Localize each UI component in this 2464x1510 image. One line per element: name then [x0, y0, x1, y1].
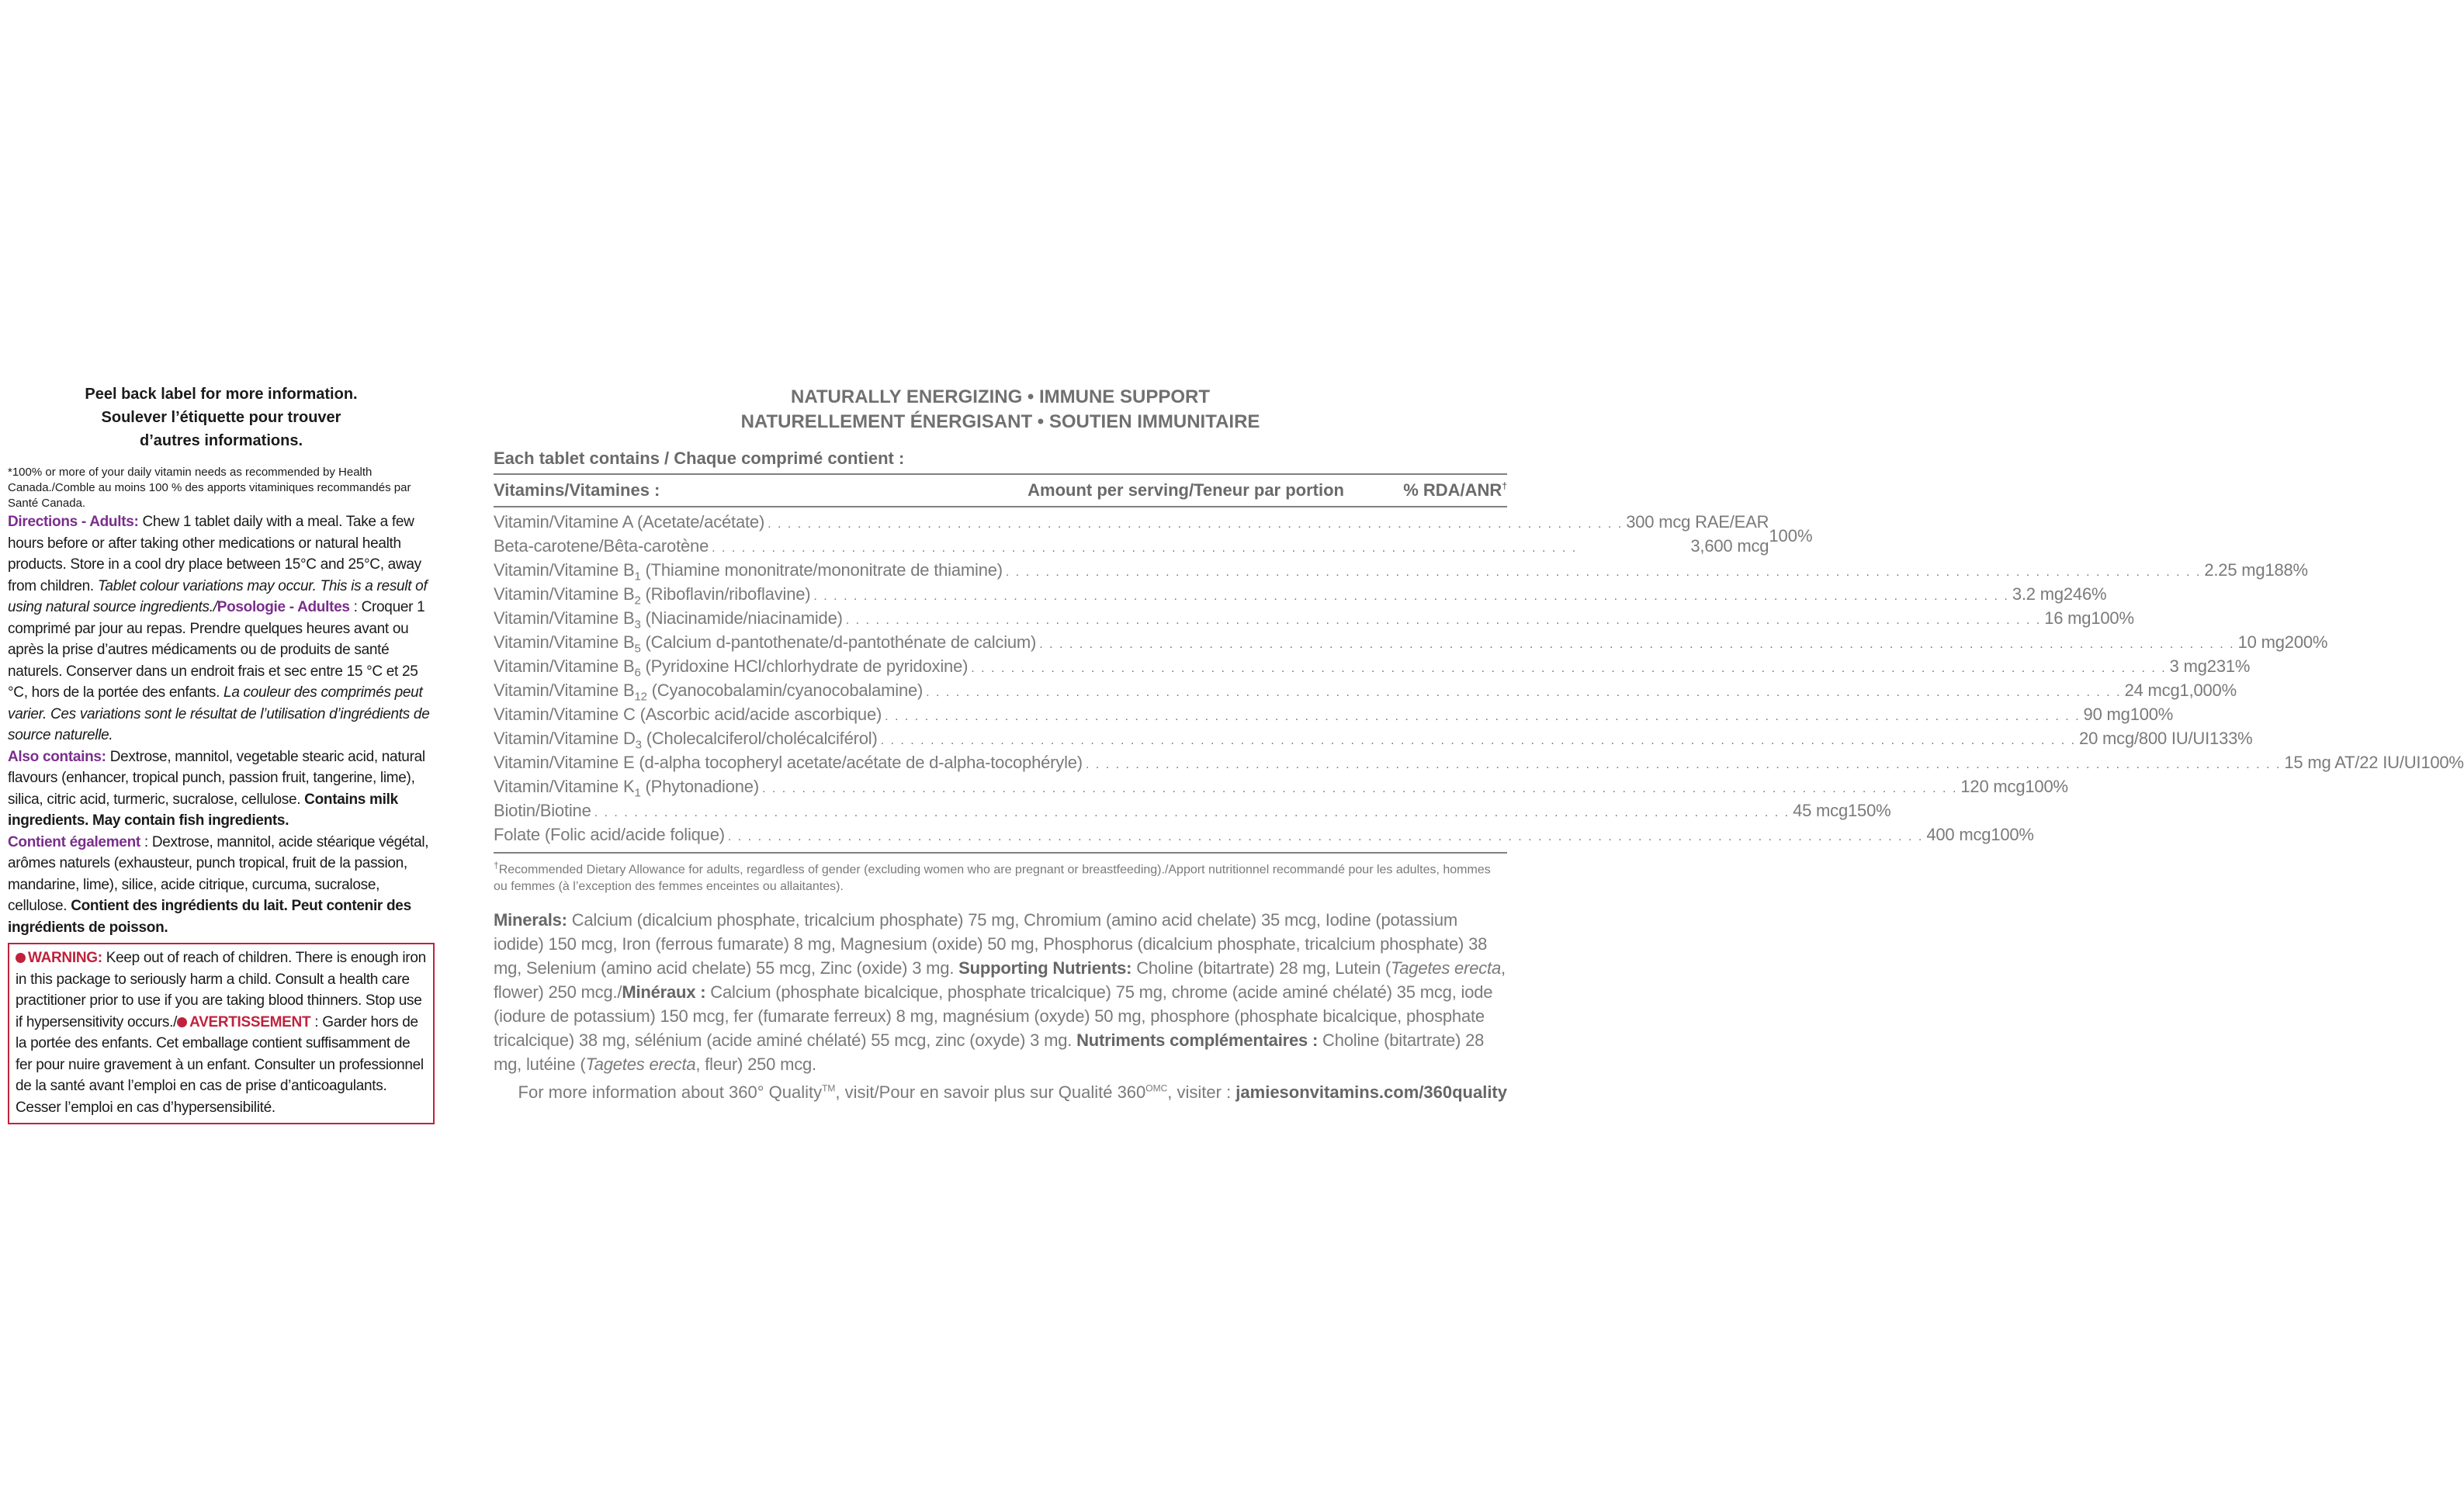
warning-dot-icon [16, 953, 26, 963]
row-label [494, 825, 725, 845]
rda-footnote [494, 857, 1507, 895]
supporting-label: Supporting Nutrients: [958, 958, 1132, 978]
row-amount: 10 mg [2237, 632, 2285, 652]
row-label-subscript: 6 [634, 666, 641, 680]
row-percent: 100% [2025, 777, 2068, 796]
leader-dots: . . . . . . . . . . . . . . . . . . . . . . . . . . . . . . . . . . . . . . . . . . . . . . . . . . . . . . . . . . . . . . . . . . . . . . . . . . . . . . . . . . . . . . [768, 518, 1624, 531]
row-percent: 246% [2063, 584, 2107, 604]
vitamin-table [494, 507, 2464, 854]
row-label-text: Folate (Folic acid/acide folique) [494, 825, 725, 844]
row-label-text: Vitamin/Vitamine B [494, 608, 635, 628]
more-text-3: , visiter : [1167, 1082, 1236, 1103]
warning-box [8, 943, 435, 1124]
daily-needs-note: *100% or more of your daily vitamin needs as recommended by Health Canada./Comble au moins 100 % des apports vitaminiques recommandés par Santé Canada. [8, 466, 411, 510]
posologie-label: Posologie - Adultes [217, 599, 350, 615]
col-rda [1344, 480, 1507, 500]
row-label [494, 777, 759, 799]
row-label-text: Vitamin/Vitamine B [494, 584, 635, 604]
row-percent: 150% [1848, 801, 1891, 820]
row-label-text: Biotin/Biotine [494, 801, 591, 820]
more-info-line [494, 1082, 1507, 1103]
contient-section [8, 832, 435, 939]
warning-text: Keep out of reach of children. There is enough iron in this package to seriously harm a child. Consult a health care practitioner prior to use if you are taking blood thinners. Stop use if hypersensitivity occurs./ [16, 950, 426, 1030]
tagetes-en: Tagetes erecta [1391, 958, 1501, 978]
row-label [494, 632, 1036, 655]
row-label-text: Vitamin/Vitamine K [494, 777, 635, 796]
peel-line-3: d’autres informations. [139, 432, 303, 449]
footnote-text: Recommended Dietary Allowance for adults, regardless of gender (excluding women who are pregnant or breastfeeding)./Apport nutritionnel recommandé pour les adultes, hommes ou femmes (à l’exception des femmes enceintes ou allaitantes). [494, 863, 1491, 894]
also-contains-text: Dextrose, mannitol, vegetable stearic acid, natural flavours (enhancer, tropical punch, passion fruit, tangerine, lime), silica, citric acid, turmeric, sucralose, cellulose. [8, 748, 425, 808]
leader-dots: . . . . . . . . . . . . . . . . . . . . . . . . . . . . . . . . . . . . . . . . . . . . . . . . . . . . . . . . . . . . . . . . . . . . . . . . . . . . . . . . . . . . . . . . . . . . . . . . . . . . . . . . . . . . . . . . . . . . . . . . [885, 710, 2081, 723]
also-contains-label: Also contains: [8, 748, 106, 765]
mineraux-text: Calcium (phosphate bicalcique, phosphate tricalcique) 75 mg, chrome (acide aminé chélaté) 35 mcg, iode (iodure de potassium) 150 mcg, fer (fumarate ferreux) 8 mg, magnésium (oxyde) 50 mg, phosphore (phosphate bicalcique, phosphate tricalcique) 38 mg, sélénium (acide aminé chélaté) 55 mcg, zinc (oxyde) 3 mg. [494, 982, 1493, 1051]
tagline-fr: NATURELLEMENT ÉNERGISANT • SOUTIEN IMMUNITAIRE [740, 411, 1260, 432]
row-amount: 3 mg [2169, 656, 2207, 676]
row-percent: 1,000% [2179, 681, 2237, 700]
nutriments-text: Choline (bitartrate) 28 mg, lutéine ( [494, 1030, 1485, 1075]
row-label-text: (Cholecalciferol/cholécalciférol) [641, 729, 878, 748]
row-label-text: Vitamin/Vitamine B [494, 632, 635, 652]
more-text: For more information about 360° Quality [518, 1082, 823, 1103]
footnote-mark: † [494, 860, 499, 871]
nutriments-text-2: , fleur) 250 mcg. [695, 1055, 816, 1075]
row-percent: 100% [2421, 753, 2464, 772]
row-percent: 200% [2284, 632, 2328, 652]
row-percent: 100% [2130, 705, 2174, 724]
row-label [494, 681, 923, 703]
row-percent: 100% [2091, 608, 2134, 628]
minerals-section [494, 908, 1507, 1076]
row-label-text: (Cyanocobalamin/cyanocobalamine) [646, 681, 924, 700]
peel-notice [8, 383, 435, 452]
allergen-statement-en: Contains milk ingredients. May contain fish ingredients. [8, 791, 398, 829]
leader-dots: . . . . . . . . . . . . . . . . . . . . . . . . . . . . . . . . . . . . . . . . . . . . . . . . . . . . . . . . . . . . . . . . . . . . . . . . . . . . . . . . . . . . . . . [712, 542, 1578, 555]
row-label-text: (Phytonadione) [640, 777, 759, 796]
table-row [494, 729, 2253, 753]
row-amount: 300 mcg RAE/EAR [1626, 512, 1769, 532]
left-panel [8, 383, 435, 1124]
table-row [494, 777, 2068, 801]
table-row [494, 656, 2251, 681]
website-link[interactable]: jamiesonvitamins.com/360quality [1235, 1082, 1507, 1103]
table-row-vitamin-a [494, 512, 1813, 560]
directions-section [8, 511, 435, 746]
row-label-text: Vitamin/Vitamine B [494, 656, 635, 676]
supporting-text-2: , flower) 250 mcg./ [494, 958, 1506, 1003]
row-amount: 120 mcg [1960, 777, 2026, 796]
row-percent: 188% [2265, 560, 2308, 580]
table-row [494, 512, 1769, 536]
row-amount: 24 mcg [2124, 681, 2180, 700]
omc-mark: OMC [1145, 1083, 1168, 1094]
col-rda-mark: † [1502, 480, 1507, 492]
table-row [494, 536, 1769, 560]
row-label [494, 560, 1003, 583]
leader-dots: . . . . . . . . . . . . . . . . . . . . . . . . . . . . . . . . . . . . . . . . . . . . . . . . . . . . . . . . . . . . . . . . . . . . . . . . . . . . . . . . . . . . . . . . . . . . . . . . . . . . . . . . . . . . . . . . . . . . . . . . [594, 806, 1790, 819]
row-label-subscript: 1 [634, 570, 641, 584]
vitamin-rows [494, 560, 2464, 849]
row-amount: 2.25 mg [2204, 560, 2265, 580]
col-vitamins: Vitamins/Vitamines : [494, 480, 660, 500]
leader-dots: . . . . . . . . . . . . . . . . . . . . . . . . . . . . . . . . . . . . . . . . . . . . . . . . . . . . . . . . . . . . . . . . . . . . . . . . . . . . . . . . . . . . . . . . . . . . . . . . . . . . . . . . . . . . . . . . . . . . . . . . [1039, 638, 2235, 651]
row-label [494, 705, 882, 725]
row-label-text: Vitamin/Vitamine B [494, 681, 635, 700]
leader-dots: . . . . . . . . . . . . . . . . . . . . . . . . . . . . . . . . . . . . . . . . . . . . . . . . . . . . . . . . . . . . . . . . . . . . . . . . . . . . . . . . . . . . . . . . . . . . . . . . . . . . . . . . . . . . . . . . . . . . . . . . [761, 782, 1958, 795]
leader-dots: . . . . . . . . . . . . . . . . . . . . . . . . . . . . . . . . . . . . . . . . . . . . . . . . . . . . . . . . . . . . . . . . . . . . . . . . . . . . . . . . . . . . . . . . . . . . . . . . . . . . . . . . . . . . . . . . . . . . . . . . [971, 662, 2167, 675]
warning-label: WARNING: [28, 950, 102, 966]
row-label [494, 656, 968, 679]
also-contains-section [8, 746, 435, 832]
row-label-text: (Niacinamide/niacinamide) [640, 608, 843, 628]
row-amount: 3,600 mcg [1690, 536, 1769, 556]
warning-dot-icon [177, 1017, 187, 1027]
nutrition-panel [494, 385, 2464, 1103]
minerals-text: Calcium (dicalcium phosphate, tricalcium phosphate) 75 mg, Chromium (amino acid chelate) 35 mcg, Iodine (potassium iodide) 150 mcg, Iron (ferrous fumarate) 8 mg, Magnesium (oxide) 50 mg, Phosphorus (dicalcium phosphate, tricalcium phosphate) 38 mg, Selenium (amino acid chelate) 55 mcg, Zinc (oxide) 3 mg. [494, 910, 1488, 978]
table-row [494, 825, 2034, 849]
leader-dots: . . . . . . . . . . . . . . . . . . . . . . . . . . . . . . . . . . . . . . . . . . . . . . . . . . . . . . . . . . . . . . . . . . . . . . . . . . . . . . . . . . . . . . . . . . . . . . . . . . . . . . . . . . . . . . . . . . . . . . . . [1085, 758, 2282, 771]
table-row [494, 801, 1891, 825]
row-percent: 100% [1769, 526, 1813, 545]
directions-label: Directions - Adults: [8, 514, 139, 530]
row-label-text: (Calcium d-pantothenate/d-pantothénate de calcium) [640, 632, 1037, 652]
supporting-text: Choline (bitartrate) 28 mg, Lutein ( [1131, 958, 1391, 978]
leader-dots: . . . . . . . . . . . . . . . . . . . . . . . . . . . . . . . . . . . . . . . . . . . . . . . . . . . . . . . . . . . . . . . . . . . . . . . . . . . . . . . . . . . . . . . . . . . . . . . . . . . . . . . . . . . . . . . . . . . . . . . . [845, 614, 2042, 627]
row-percent: 133% [2209, 729, 2253, 748]
row-label-text: Vitamin/Vitamine B [494, 560, 635, 580]
leader-dots: . . . . . . . . . . . . . . . . . . . . . . . . . . . . . . . . . . . . . . . . . . . . . . . . . . . . . . . . . . . . . . . . . . . . . . . . . . . . . . . . . . . . . . . . . . . . . . . . . . . . . . . . . . . . . . . . . . . . . . . . [813, 590, 2009, 603]
leader-dots: . . . . . . . . . . . . . . . . . . . . . . . . . . . . . . . . . . . . . . . . . . . . . . . . . . . . . . . . . . . . . . . . . . . . . . . . . . . . . . . . . . . . . . . . . . . . . . . . . . . . . . . . . . . . . . . . . . . . . . . . [926, 686, 2122, 699]
nutriments-label: Nutriments complémentaires : [1076, 1030, 1319, 1051]
more-text-2: , visit/Pour en savoir plus sur Qualité 360 [835, 1082, 1146, 1103]
row-amount: 16 mg [2044, 608, 2091, 628]
posologie-italic: La couleur des comprimés peut varier. Ces variations sont le résultat de l’utilisation d’ingrédients de source naturelle. [8, 684, 430, 743]
row-label: Beta-carotene/Bêta-carotène [494, 536, 709, 556]
row-label [494, 729, 878, 751]
tagetes-fr: Tagetes erecta [585, 1055, 696, 1075]
leader-dots: . . . . . . . . . . . . . . . . . . . . . . . . . . . . . . . . . . . . . . . . . . . . . . . . . . . . . . . . . . . . . . . . . . . . . . . . . . . . . . . . . . . . . . . . . . . . . . . . . . . . . . . . . . . . . . . . . . . . . . . . [880, 734, 2077, 747]
avertissement-label: AVERTISSEMENT [189, 1013, 311, 1030]
allergen-statement-fr: Contient des ingrédients du lait. Peut contenir des ingrédients de poisson. [8, 898, 411, 936]
contient-label: Contient également [8, 833, 140, 850]
table-row [494, 681, 2237, 705]
row-label-text: Vitamin/Vitamine C (Ascorbic acid/acide ascorbique) [494, 705, 882, 724]
row-label-text: Vitamin/Vitamine E (d-alpha tocopheryl acetate/acétate de d-alpha-tocophéryle) [494, 753, 1083, 772]
leader-dots: . . . . . . . . . . . . . . . . . . . . . . . . . . . . . . . . . . . . . . . . . . . . . . . . . . . . . . . . . . . . . . . . . . . . . . . . . . . . . . . . . . . . . . . . . . . . . . . . . . . . . . . . . . . . . . . . . . . . . . . . [1005, 566, 2202, 579]
row-amount: 3.2 mg [2012, 584, 2064, 604]
table-row [494, 560, 2308, 584]
table-row [494, 632, 2328, 656]
table-row [494, 608, 2134, 632]
mineraux-label: Minéraux : [622, 982, 706, 1003]
table-row [494, 584, 2107, 608]
row-percent: 231% [2206, 656, 2251, 676]
col-amount: Amount per serving/Teneur par portion [1028, 480, 1344, 500]
table-row [494, 705, 2174, 729]
row-label [494, 584, 810, 607]
row-amount: 20 mcg/800 IU/UI [2079, 729, 2210, 748]
row-amount: 90 mg [2083, 705, 2130, 724]
directions-italic: Tablet colour variations may occur. This is a result of using natural source ingredients./ [8, 577, 428, 615]
row-label-subscript: 3 [635, 738, 642, 752]
tm-mark: TM [822, 1083, 836, 1094]
row-percent: 100% [1991, 825, 2034, 844]
row-label-text: (Riboflavin/riboflavine) [640, 584, 811, 604]
table-header [494, 473, 1507, 507]
each-tablet-heading: Each tablet contains / Chaque comprimé contient : [494, 448, 905, 468]
directions-text: Chew 1 tablet daily with a meal. Take a few hours before or after taking other medications or natural health products. Store in a cool dry place between 15°C and 25°C, away from children. [8, 514, 421, 594]
row-amount: 45 mcg [1793, 801, 1849, 820]
minerals-label: Minerals: [494, 910, 567, 930]
row-label [494, 608, 843, 631]
peel-line-1: Peel back label for more information. [85, 386, 358, 403]
table-row [494, 753, 2464, 777]
row-label-subscript: 2 [634, 594, 641, 608]
contient-text: : Dextrose, mannitol, acide stéarique végétal, arômes naturels (exhausteur, punch tropical, fruit de la passion, mandarine, lime), silice, acide citrique, curcuma, sucralose, cellulose. [8, 833, 429, 914]
row-label-subscript: 5 [634, 642, 641, 656]
tagline-en: NATURALLY ENERGIZING • IMMUNE SUPPORT [791, 386, 1210, 407]
peel-line-2: Soulever l’étiquette pour trouver [101, 409, 341, 426]
row-label-subscript: 3 [634, 618, 641, 632]
row-label-subscript: 12 [634, 690, 647, 704]
row-label: Vitamin/Vitamine A (Acetate/acétate) [494, 512, 765, 532]
row-label-subscript: 1 [634, 786, 641, 800]
row-label [494, 801, 591, 821]
col-rda-label: % RDA/ANR [1403, 480, 1502, 500]
row-label-text: Vitamin/Vitamine D [494, 729, 636, 748]
posologie-text: : Croquer 1 comprimé par jour au repas. Prendre quelques heures avant ou après la prise d’autres médicaments ou de produits de santé naturels. Conserver dans un endroit frais et sec entre 15 °C et 25 °C, hors de la portée des enfants. [8, 599, 425, 701]
row-label-text: (Thiamine mononitrate/mononitrate de thiamine) [640, 560, 1003, 580]
row-amount: 400 mcg [1926, 825, 1991, 844]
row-label [494, 753, 1083, 773]
taglines [494, 385, 1507, 435]
avertissement-text: : Garder hors de la portée des enfants. Cet emballage contient suffisamment de fer pour nuire gravement à un enfant. Consulter un professionnel de la santé avant l’emploi en cas de prise d’anticoagulants. Cesser l’emploi en cas d’hypersensibilité. [16, 1013, 424, 1116]
leader-dots: . . . . . . . . . . . . . . . . . . . . . . . . . . . . . . . . . . . . . . . . . . . . . . . . . . . . . . . . . . . . . . . . . . . . . . . . . . . . . . . . . . . . . . . . . . . . . . . . . . . . . . . . . . . . . . . . . . . . . . . . [727, 830, 1924, 843]
row-label-text: (Pyridoxine HCl/chlorhydrate de pyridoxine) [640, 656, 969, 676]
row-amount: 15 mg AT/22 IU/UI [2284, 753, 2421, 772]
